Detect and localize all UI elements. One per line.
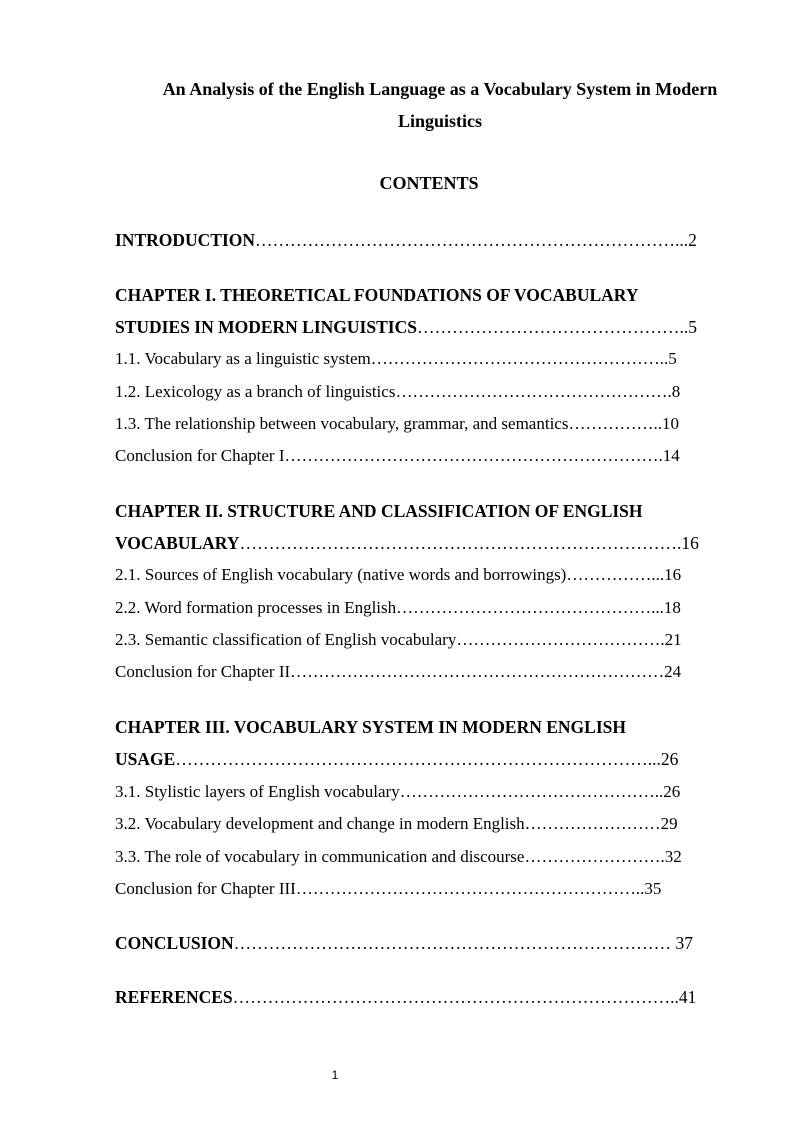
toc-page-number: 10 <box>661 414 679 433</box>
toc-entry-text: CHAPTER III. VOCABULARY SYSTEM IN MODERN ENGLISH <box>115 717 626 737</box>
toc-leader-dots: …………….. <box>568 414 662 433</box>
toc-entry-chapter-3[interactable] <box>115 747 740 771</box>
toc-leader-dots: ………………………………………………………… <box>290 662 665 681</box>
toc-leader-dots: ………………………………………………………… <box>284 446 659 465</box>
toc-entry-1-2[interactable] <box>115 380 740 404</box>
toc-leader-dots: ……………... <box>566 565 665 584</box>
toc-leader-dots: ………………………………………………………………... <box>255 230 689 250</box>
toc-entry-text: 1.2. Lexicology as a branch of linguistics <box>115 382 396 401</box>
toc-page-number: 16 <box>664 565 682 584</box>
toc-entry-text: 3.3. The role of vocabulary in communication and discourse <box>115 847 525 866</box>
toc-page-number: 5 <box>668 349 677 368</box>
toc-leader-dots: ………………………………………………………………….. <box>232 987 679 1007</box>
toc-page-number: 41 <box>678 987 697 1007</box>
toc-page-number: .14 <box>658 446 680 465</box>
title-line-2: Linguistics <box>397 111 483 131</box>
toc-page-number: 18 <box>663 598 681 617</box>
toc-leader-dots: ………………………………………………………………… <box>239 533 677 553</box>
toc-entry-text: 1.3. The relationship between vocabulary, grammar, and semantics <box>115 414 569 433</box>
toc-entry-2-2[interactable] <box>115 596 740 620</box>
toc-entry-text: INTRODUCTION <box>115 230 256 250</box>
toc-entry-1-1[interactable] <box>115 347 740 371</box>
toc-entry-3-2[interactable] <box>115 812 740 836</box>
toc-entry-references[interactable] <box>115 985 740 1009</box>
page-number: 1 <box>331 1068 339 1082</box>
toc-leader-dots: …………………………………………………….. <box>295 879 645 898</box>
toc-entry-text: Conclusion for Chapter III <box>115 879 296 898</box>
toc-page-number: 24 <box>664 662 682 681</box>
toc-entry-text: Conclusion for Chapter II <box>115 662 291 681</box>
toc-page-number: 26 <box>660 749 679 769</box>
toc-entry-conclusion[interactable] <box>115 931 740 955</box>
toc-entry-1-3[interactable] <box>115 412 740 436</box>
toc-entry-text: 3.1. Stylistic layers of English vocabulary <box>115 782 400 801</box>
toc-entry-introduction[interactable] <box>115 228 740 252</box>
toc-page-number: .8 <box>667 382 681 401</box>
toc-entry-text: CHAPTER II. STRUCTURE AND CLASSIFICATION OF ENGLISH <box>115 501 643 521</box>
toc-entry-text: CHAPTER I. THEORETICAL FOUNDATIONS OF VOCABULARY <box>115 285 639 305</box>
toc-page-number: 35 <box>644 879 662 898</box>
toc-leader-dots: ………………………………………... <box>396 598 664 617</box>
toc-page-number: 32 <box>664 847 682 866</box>
toc-entry-2-1[interactable] <box>115 563 740 587</box>
toc-leader-dots: ……………………………………….. <box>416 317 689 337</box>
toc-chapter-2-heading[interactable] <box>115 499 740 523</box>
toc-page-number: 29 <box>660 814 678 833</box>
toc-page-number: 37 <box>675 933 694 953</box>
toc-entry-conclusion-ch3[interactable] <box>115 877 740 901</box>
toc-entry-text: 2.2. Word formation processes in English <box>115 598 397 617</box>
toc-entry-text: 2.3. Semantic classification of English vocabulary <box>115 630 457 649</box>
document-title <box>130 73 750 137</box>
toc-entry-text: STUDIES IN MODERN LINGUISTICS <box>115 317 417 337</box>
toc-leader-dots: ………………………………………………………………… <box>233 933 676 953</box>
contents-heading: CONTENTS <box>379 173 479 193</box>
toc-entry-3-1[interactable] <box>115 780 740 804</box>
toc-entry-text: 3.2. Vocabulary development and change in modern English <box>115 814 525 833</box>
toc-leader-dots: …………………………………………….. <box>370 349 669 368</box>
toc-leader-dots: ………………………………………… <box>395 382 668 401</box>
toc-entry-text: USAGE <box>115 749 176 769</box>
toc-page-number: 2 <box>688 230 697 250</box>
toc-leader-dots: ……………………………………….. <box>399 782 664 801</box>
toc-page-number: .21 <box>660 630 682 649</box>
toc-entry-text: 1.1. Vocabulary as a linguistic system <box>115 349 371 368</box>
toc-leader-dots: ……………………………… <box>456 630 661 649</box>
toc-entry-text: REFERENCES <box>115 987 233 1007</box>
toc-entry-text: VOCABULARY <box>115 533 240 553</box>
toc-entry-2-3[interactable] <box>115 628 740 652</box>
toc-page-number: 5 <box>688 317 697 337</box>
toc-entry-3-3[interactable] <box>115 845 740 869</box>
toc-entry-text: Conclusion for Chapter I <box>115 446 285 465</box>
toc-leader-dots: ………………………………………………………………………... <box>175 749 661 769</box>
toc-page-number: 26 <box>663 782 681 801</box>
toc-chapter-3-heading[interactable] <box>115 715 740 739</box>
toc-entry-chapter-2[interactable] <box>115 531 740 555</box>
toc-entry-conclusion-ch2[interactable] <box>115 660 740 684</box>
toc-leader-dots: …………………… <box>524 814 661 833</box>
toc-entry-text: 2.1. Sources of English vocabulary (native words and borrowings) <box>115 565 567 584</box>
toc-leader-dots: ……………………. <box>524 847 665 866</box>
toc-chapter-1-heading[interactable] <box>115 283 740 307</box>
toc-entry-conclusion-ch1[interactable] <box>115 444 740 468</box>
toc-entry-text: CONCLUSION <box>115 933 234 953</box>
toc-page-number: .16 <box>676 533 699 553</box>
title-line-1: An Analysis of the English Language as a Vocabulary System in Modern <box>162 79 718 99</box>
toc-entry-chapter-1[interactable] <box>115 315 740 339</box>
